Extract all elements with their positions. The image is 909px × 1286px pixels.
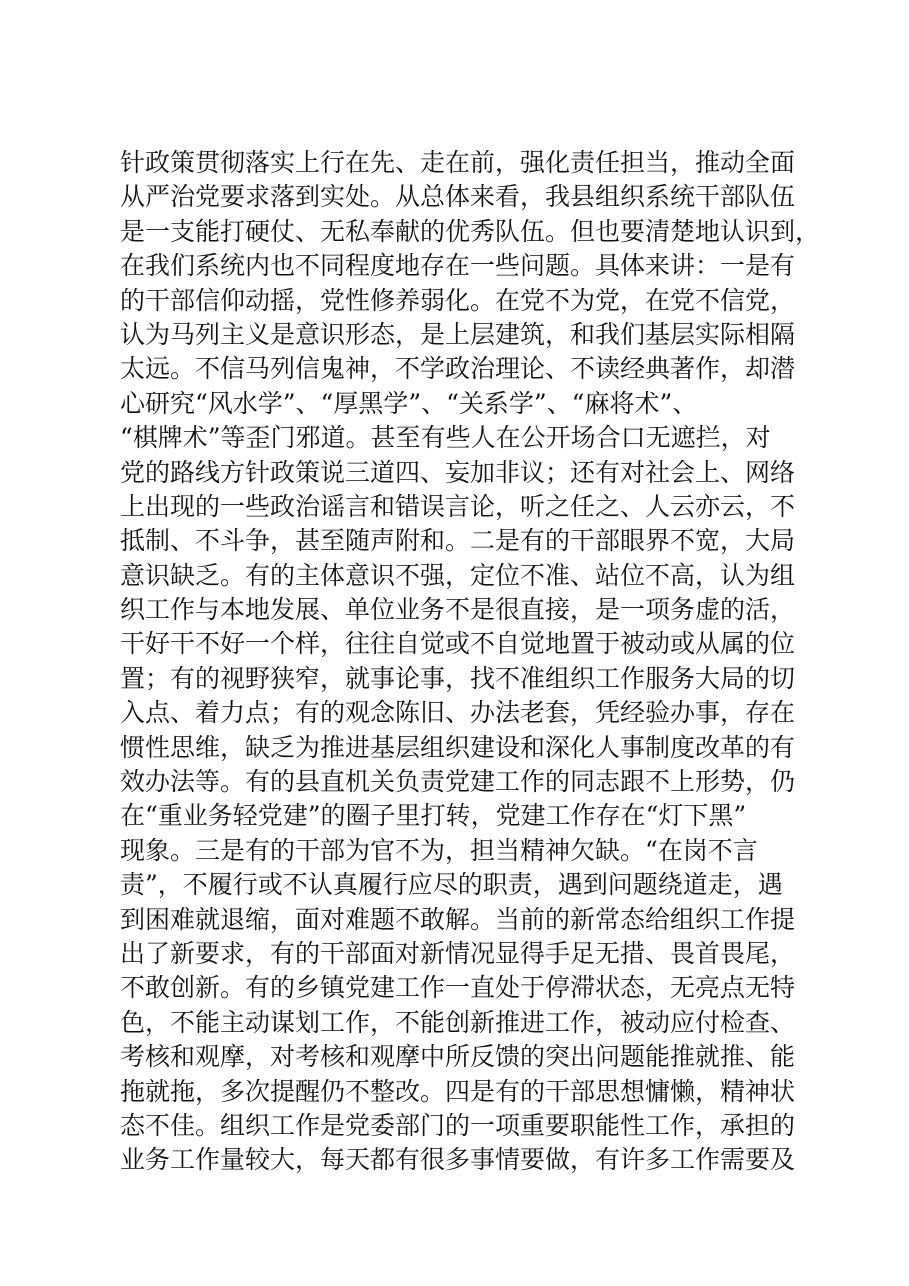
text-line: 业务工作量较大，每天都有很多事情要做，有许多工作需要及 (120, 1145, 796, 1175)
text-line: 到困难就退缩，面对难题不敢解。当前的新常态给组织工作提 (120, 904, 796, 934)
text-line: 色，不能主动谋划工作，不能创新推进工作，被动应付检查、 (120, 1007, 796, 1037)
text-line: 认为马列主义是意识形态，是上层建筑，和我们基层实际相隔 (120, 319, 796, 349)
text-line: 针政策贯彻落实上行在先、走在前，强化责任担当，推动全面 (120, 148, 796, 177)
text-line: 织工作与本地发展、单位业务不是很直接，是一项务虚的活， (120, 595, 796, 625)
text-line: 干好干不好一个样，往往自觉或不自觉地置于被动或从属的位 (120, 629, 796, 659)
text-line: 的干部信仰动摇，党性修养弱化。在党不为党，在党不信党， (120, 285, 796, 315)
text-line: 惯性思维，缺乏为推进基层组织建设和深化人事制度改革的有 (120, 732, 796, 762)
text-line: 太远。不信马列信鬼神，不学政治理论、不读经典著作，却潜 (120, 354, 796, 384)
text-line: 现象。三是有的干部为官不为，担当精神欠缺。“在岗不言 (120, 835, 758, 865)
text-line: 入点、着力点；有的观念陈旧、办法老套，凭经验办事，存在 (120, 698, 796, 728)
text-line: 从严治党要求落到实处。从总体来看，我县组织系统干部队伍 (120, 182, 796, 212)
text-line: 出了新要求，有的干部面对新情况显得手足无措、畏首畏尾， (120, 938, 796, 968)
text-line: 责”，不履行或不认真履行应尽的职责，遇到问题绕道走，遇 (120, 870, 783, 900)
text-line: 党的路线方针政策说三道四、妄加非议；还有对社会上、网络 (120, 457, 796, 487)
text-line: 意识缺乏。有的主体意识不强，定位不准、站位不高，认为组 (120, 560, 796, 590)
text-line: 态不佳。组织工作是党委部门的一项重要职能性工作，承担的 (120, 1110, 796, 1140)
text-line: 拖就拖，多次提醒仍不整改。四是有的干部思想慵懒，精神状 (120, 1076, 796, 1106)
text-line: 考核和观摩，对考核和观摩中所反馈的突出问题能推就推、能 (120, 1042, 796, 1072)
text-line: 在我们系统内也不同程度地存在一些问题。具体来讲：一是有 (120, 251, 796, 281)
text-line: 不敢创新。有的乡镇党建工作一直处于停滞状态，无亮点无特 (120, 973, 796, 1003)
text-line: 抵制、不斗争，甚至随声附和。二是有的干部眼界不宽，大局 (120, 526, 796, 556)
text-line: 上出现的一些政治谣言和错误言论，听之任之、人云亦云，不 (120, 491, 796, 521)
text-line: “棋牌术”等歪门邪道。甚至有些人在公开场合口无遮拦，对 (120, 423, 771, 453)
text-line: 效办法等。有的县直机关负责党建工作的同志跟不上形势，仍 (120, 767, 796, 797)
body-paragraph (120, 146, 821, 1178)
text-line: 置；有的视野狭窄，就事论事，找不准组织工作服务大局的切 (120, 663, 796, 693)
text-line: 是一支能打硬仗、无私奉献的优秀队伍。但也要清楚地认识到， (120, 216, 821, 246)
text-line: 心研究“风水学”、“厚黑学”、“关系学”、“麻将术”、 (120, 388, 698, 418)
text-line: 在“重业务轻党建”的圈子里打转，党建工作存在“灯下黑” (120, 801, 747, 831)
